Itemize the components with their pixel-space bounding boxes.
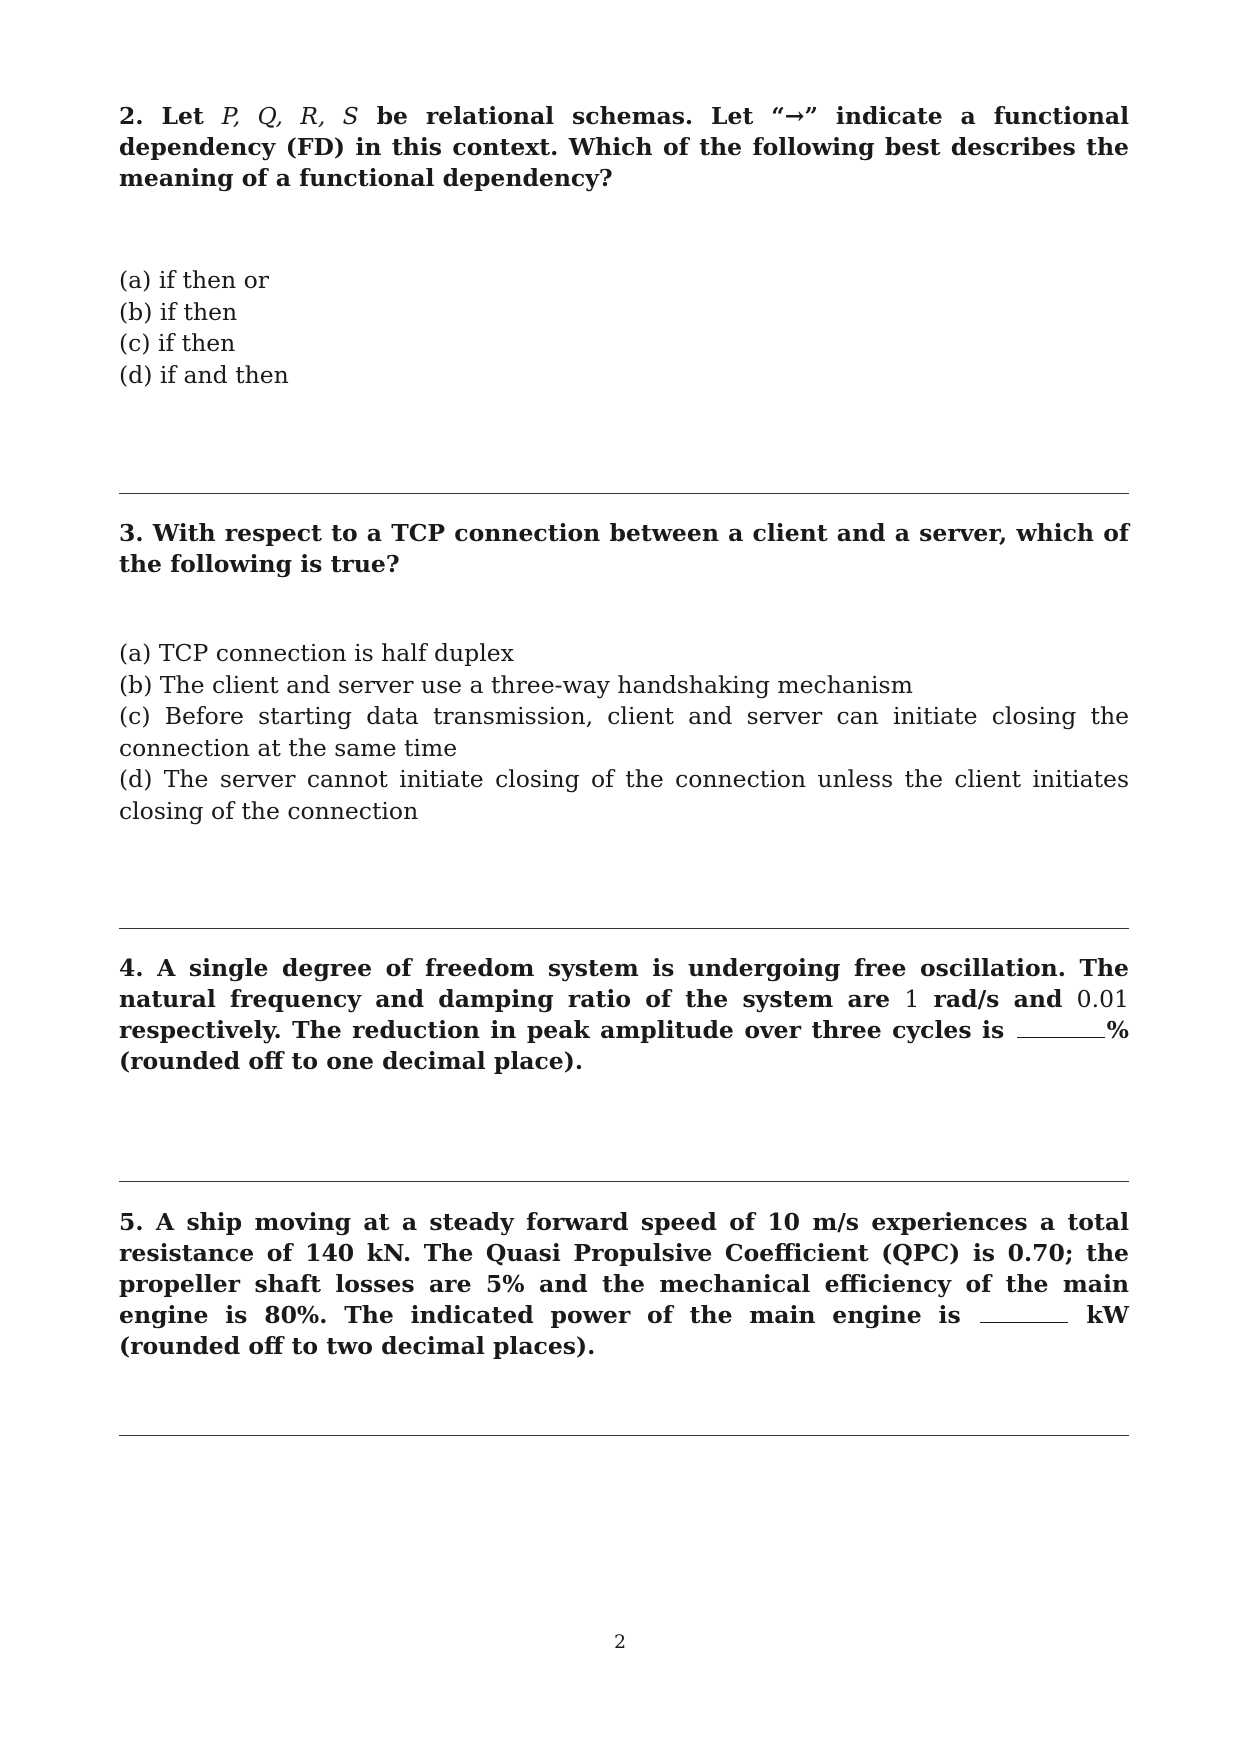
divider-3 (119, 1181, 1129, 1182)
option-a: (a) if then or (119, 266, 269, 294)
page-number: 2 (613, 1631, 627, 1653)
divider-4 (119, 1435, 1129, 1436)
question-4-text: 4. A single degree of freedom system is undergoing free oscillation. The natural frequency and damping ratio of the system are 1 rad/s and 0.01 respectively. The reduction in peak amplitude over three cycles is % (rounded off to one decimal place). (119, 954, 1129, 1075)
divider-1 (119, 493, 1129, 494)
question-3-options (119, 638, 1129, 827)
question-2-text: 2. Let P, Q, R, S be relational schemas. Let “→” indicate a functional dependency (FD) in this context. Which of the following best describes the meaning of a functional dependency? (119, 102, 1129, 192)
relational-schemas-math: P, Q, R, S (221, 102, 359, 130)
option-d: (d) if and then (119, 360, 289, 389)
answer-blank[interactable] (980, 1304, 1068, 1323)
question-3-text: 3. With respect to a TCP connection between a client and a server, which of the following is true? (119, 519, 1129, 578)
question-4 (119, 953, 1129, 1077)
option-b: (b) The client and server use a three-way handshaking mechanism (119, 670, 913, 699)
option-d: (d) The server cannot initiate closing of the connection unless the client initiates closing of the connection (119, 765, 1129, 825)
option-a: (a) TCP connection is half duplex (119, 639, 514, 667)
question-5 (119, 1207, 1129, 1362)
divider-2 (119, 928, 1129, 929)
option-c: (c) Before starting data transmission, client and server can initiate closing the connection at the same time (119, 702, 1129, 762)
option-c: (c) if then (119, 329, 236, 357)
option-b: (b) if then (119, 297, 238, 326)
question-2 (119, 101, 1129, 194)
question-5-text: 5. A ship moving at a steady forward speed of 10 m/s experiences a total resistance of 140 kN. The Quasi Propulsive Coefficient (QPC) is 0.70; the propeller shaft losses are 5% and the mechanical efficiency of the main engine is 80%. The indicated power of the main engine is kW (rounded off to two decimal places). (119, 1208, 1129, 1360)
answer-blank[interactable] (1017, 1019, 1105, 1038)
question-3 (119, 518, 1129, 580)
question-2-options (119, 265, 1129, 391)
